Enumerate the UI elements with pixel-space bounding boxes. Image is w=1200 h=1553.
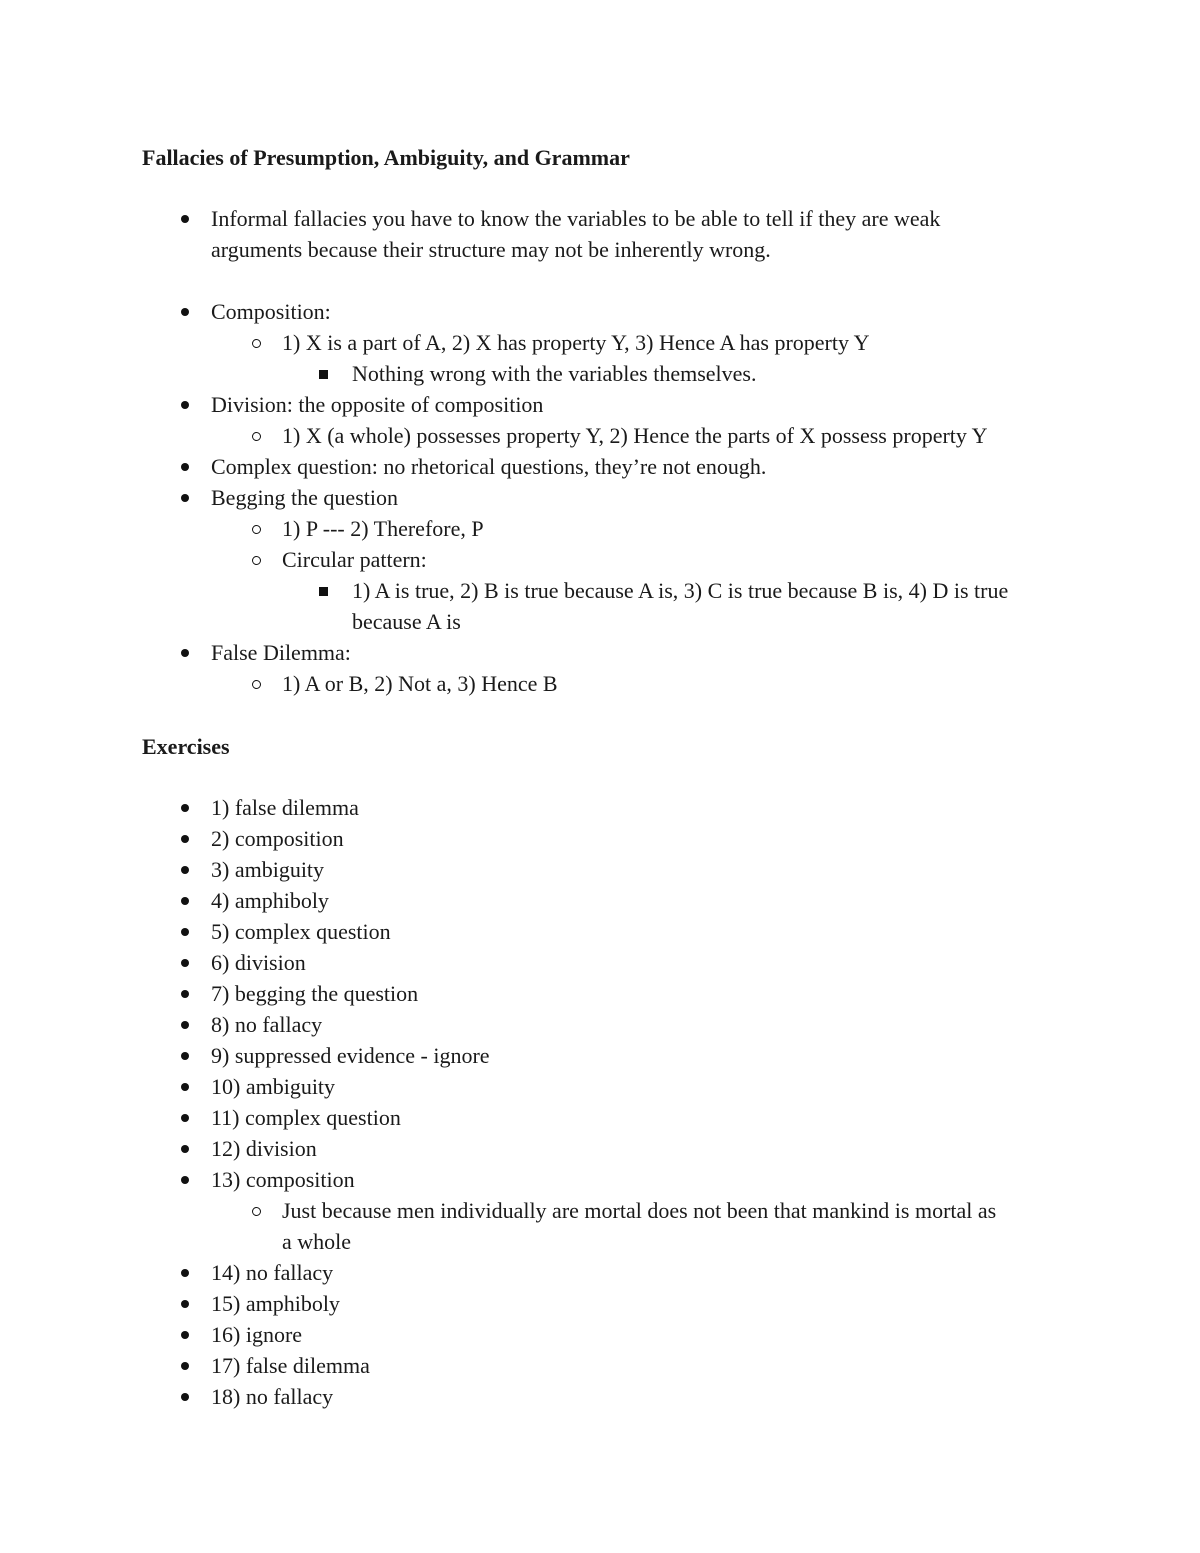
false-dilemma-form: 1) A or B, 2) Not a, 3) Hence B <box>282 671 558 696</box>
circle-bullet-icon <box>250 668 262 699</box>
composition-label: Composition: <box>211 299 331 324</box>
bullet-icon <box>179 885 191 916</box>
exercise-answer: 14) no fallacy <box>211 1260 334 1285</box>
begging-label: Begging the question <box>211 485 398 510</box>
bullet-icon <box>179 947 191 978</box>
exercise-answer: 9) suppressed evidence - ignore <box>211 1043 490 1068</box>
exercise-answer: 8) no fallacy <box>211 1012 323 1037</box>
bullet-icon <box>179 1102 191 1133</box>
circular-form-line2: because A is <box>352 609 461 634</box>
bullet-icon <box>179 823 191 854</box>
bullet-icon <box>179 637 191 668</box>
bullet-icon <box>179 1071 191 1102</box>
circle-bullet-icon <box>250 544 262 575</box>
exercise-answer: 3) ambiguity <box>211 857 325 882</box>
false-dilemma-label: False Dilemma: <box>211 640 351 665</box>
exercise-note-line1: Just because men individually are mortal does not been that mankind is mortal as <box>282 1198 997 1223</box>
circle-bullet-icon <box>250 1195 262 1226</box>
bullet-icon <box>179 1350 191 1381</box>
page-title: Fallacies of Presumption, Ambiguity, and Grammar <box>142 145 630 170</box>
bullet-icon <box>179 482 191 513</box>
composition-note: Nothing wrong with the variables themselves. <box>352 361 757 386</box>
exercise-answer: 6) division <box>211 950 306 975</box>
exercise-answer: 7) begging the question <box>211 981 419 1006</box>
bullet-icon <box>179 854 191 885</box>
bullet-icon <box>179 1319 191 1350</box>
bullet-icon <box>179 1288 191 1319</box>
bullet-icon <box>179 1381 191 1412</box>
bullet-icon <box>179 1164 191 1195</box>
bullet-icon <box>179 792 191 823</box>
exercise-answer: 18) no fallacy <box>211 1384 334 1409</box>
complex-question-label: Complex question: no rhetorical questions, they’re not enough. <box>211 454 767 479</box>
bullet-icon <box>179 978 191 1009</box>
bullet-icon <box>179 389 191 420</box>
bullet-icon <box>179 1040 191 1071</box>
bullet-icon <box>179 1133 191 1164</box>
square-bullet-icon <box>317 575 329 606</box>
bullet-icon <box>179 1257 191 1288</box>
circle-bullet-icon <box>250 420 262 451</box>
exercise-answer: 12) division <box>211 1136 317 1161</box>
intro-text-line2: arguments because their structure may not be inherently wrong. <box>211 237 771 262</box>
exercise-answer: 15) amphiboly <box>211 1291 340 1316</box>
exercise-answer: 11) complex question <box>211 1105 401 1130</box>
circle-bullet-icon <box>250 513 262 544</box>
division-form: 1) X (a whole) possesses property Y, 2) Hence the parts of X possess property Y <box>282 423 988 448</box>
begging-form: 1) P --- 2) Therefore, P <box>282 516 484 541</box>
exercise-answer: 13) composition <box>211 1167 355 1192</box>
exercise-answer: 16) ignore <box>211 1322 303 1347</box>
exercise-note-line2: a whole <box>282 1229 352 1254</box>
exercises-heading: Exercises <box>142 734 230 759</box>
exercise-answer: 10) ambiguity <box>211 1074 336 1099</box>
circular-label: Circular pattern: <box>282 547 427 572</box>
exercise-answer: 5) complex question <box>211 919 391 944</box>
exercise-answer: 1) false dilemma <box>211 795 359 820</box>
circle-bullet-icon <box>250 327 262 358</box>
bullet-icon <box>179 296 191 327</box>
bullet-icon <box>179 451 191 482</box>
intro-text-line1: Informal fallacies you have to know the variables to be able to tell if they are weak <box>211 206 941 231</box>
exercise-answer: 17) false dilemma <box>211 1353 370 1378</box>
composition-form: 1) X is a part of A, 2) X has property Y, 3) Hence A has property Y <box>282 330 870 355</box>
exercise-answer: 2) composition <box>211 826 344 851</box>
square-bullet-icon <box>317 358 329 389</box>
exercise-answer: 4) amphiboly <box>211 888 329 913</box>
bullet-icon <box>179 203 191 234</box>
bullet-icon <box>179 1009 191 1040</box>
division-label: Division: the opposite of composition <box>211 392 544 417</box>
circular-form-line1: 1) A is true, 2) B is true because A is, 3) C is true because B is, 4) D is true <box>352 578 1009 603</box>
bullet-icon <box>179 916 191 947</box>
